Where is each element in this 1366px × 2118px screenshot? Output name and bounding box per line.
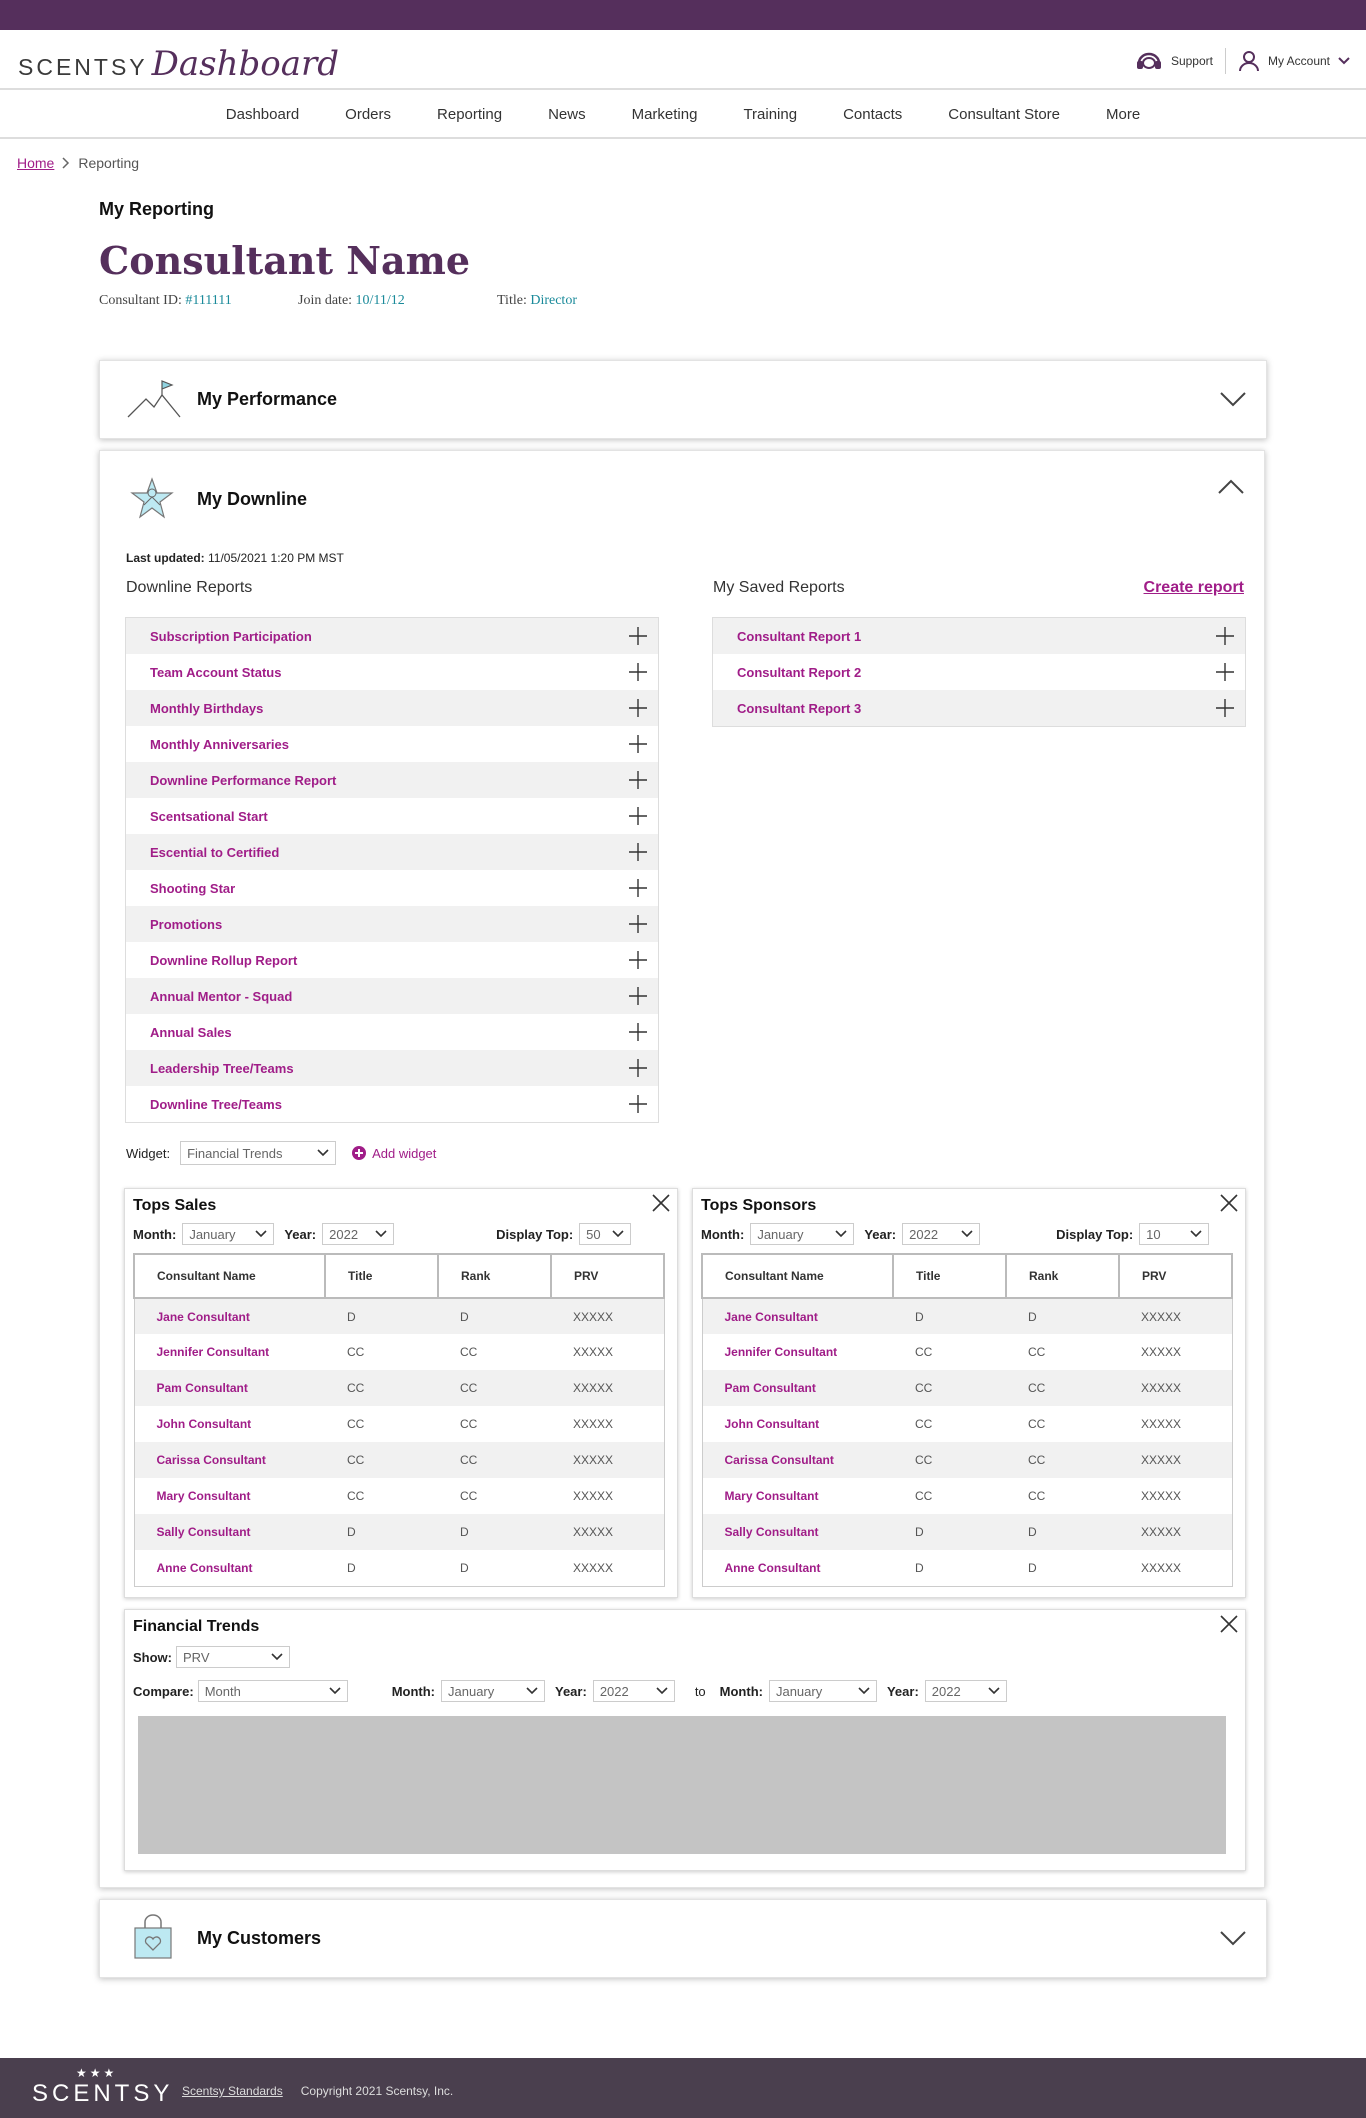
column-header[interactable]: PRV	[1119, 1254, 1232, 1298]
report-row[interactable]	[126, 906, 658, 942]
column-header[interactable]: Title	[325, 1254, 438, 1298]
my-downline-title: My Downline	[197, 489, 308, 509]
expand-button[interactable]	[1205, 618, 1245, 654]
month-to-select[interactable]: January	[769, 1680, 877, 1702]
table-cell: CC	[1027, 1345, 1046, 1359]
year-select[interactable]: 2022	[902, 1223, 980, 1245]
table-cell[interactable]: Carissa Consultant	[134, 1442, 325, 1478]
table-cell: CC	[438, 1370, 551, 1406]
report-label: Shooting Star	[150, 880, 236, 896]
report-row[interactable]	[713, 654, 1245, 690]
top-sales-title: Tops Sales	[133, 1197, 217, 1214]
report-label: Promotions	[150, 916, 223, 932]
report-row[interactable]	[713, 690, 1245, 726]
nav-contacts[interactable]: Contacts	[843, 106, 903, 123]
downline-reports-heading: Downline Reports	[126, 579, 253, 596]
nav-orders[interactable]: Orders	[345, 106, 392, 123]
chevron-down-icon	[271, 1653, 283, 1661]
top-sponsors-title: Tops Sponsors	[701, 1197, 817, 1214]
plus-icon	[629, 843, 647, 861]
downline-reports-list	[125, 617, 659, 1123]
column-header[interactable]: Consultant Name	[702, 1254, 893, 1298]
chevron-down-icon	[317, 1149, 329, 1157]
column-header[interactable]: Consultant Name	[134, 1254, 325, 1298]
chevron-down-icon	[835, 1230, 847, 1238]
expand-button[interactable]	[1205, 690, 1245, 726]
table-row	[134, 1334, 664, 1370]
plus-icon	[1216, 627, 1234, 645]
plus-icon	[629, 771, 647, 789]
headset-icon	[1135, 50, 1163, 72]
expand-button[interactable]	[618, 870, 658, 906]
chevron-down-icon	[255, 1230, 267, 1238]
table-row	[134, 1442, 664, 1478]
expand-button[interactable]	[618, 906, 658, 942]
table-cell: D	[325, 1298, 438, 1334]
chevron-down-icon	[1190, 1230, 1202, 1238]
consultant-meta: Consultant ID: #111111 Join date: 10/11/12 Title: Director	[99, 293, 577, 308]
table-cell: CC	[1006, 1370, 1119, 1406]
consultant-title: Director	[530, 293, 577, 308]
table-cell: D	[1006, 1514, 1119, 1550]
site-footer	[0, 2058, 1366, 2118]
report-label: Escential to Certified	[150, 844, 280, 860]
column-header[interactable]: Rank	[1006, 1254, 1119, 1298]
my-customers-title: My Customers	[197, 1928, 322, 1948]
scentsy-dashboard-logo[interactable]: SCENTSY Dashboard	[18, 44, 340, 84]
table-cell: XXXXX	[1119, 1298, 1232, 1334]
report-row[interactable]	[713, 618, 1245, 654]
table-cell[interactable]: Jennifer Consultant	[156, 1345, 270, 1359]
plus-icon	[629, 735, 647, 753]
chevron-down-icon	[858, 1687, 870, 1695]
site-header	[0, 30, 1366, 90]
table-row	[702, 1406, 1232, 1442]
table-cell: XXXXX	[1119, 1442, 1232, 1478]
report-label: Downline Tree/Teams	[150, 1096, 282, 1112]
table-cell: XXXXX	[551, 1370, 664, 1406]
table-row	[134, 1370, 664, 1406]
widget-controls: Widget: Financial Trends Add widget	[126, 1141, 436, 1165]
table-cell: D	[1027, 1560, 1037, 1575]
table-cell: D	[438, 1514, 551, 1550]
stars-icon: ★★★	[76, 2066, 118, 2080]
year-select[interactable]: 2022	[322, 1223, 394, 1245]
financial-chart-placeholder	[138, 1716, 1226, 1854]
chevron-down-icon	[375, 1230, 387, 1238]
table-cell: CC	[893, 1442, 1006, 1478]
table-cell: CC	[347, 1417, 365, 1431]
table-cell: D	[893, 1298, 1006, 1334]
my-downline-card	[99, 450, 1265, 1888]
report-label: Scentsational Start	[150, 808, 268, 824]
display-top-select[interactable]: 10	[1139, 1223, 1209, 1245]
report-row[interactable]	[126, 834, 658, 870]
support-label: Support	[1170, 54, 1213, 68]
table-cell: D	[893, 1514, 1006, 1550]
table-cell: CC	[347, 1489, 365, 1503]
table-row	[702, 1478, 1232, 1514]
nav-more[interactable]: More	[1106, 106, 1141, 123]
table-cell[interactable]: Sally Consultant	[702, 1514, 893, 1550]
report-label: Annual Mentor - Squad	[150, 988, 293, 1004]
financial-show-controls: Show: PRV	[133, 1646, 300, 1668]
table-cell[interactable]: Jane Consultant	[134, 1298, 325, 1334]
shopping-bag-heart-icon	[132, 1914, 174, 1960]
table-cell: XXXXX	[1140, 1417, 1181, 1431]
report-label: Subscription Participation	[150, 628, 312, 644]
chevron-down-icon	[656, 1687, 668, 1695]
plus-icon	[1216, 699, 1234, 717]
expand-button[interactable]	[618, 1086, 658, 1122]
expand-button[interactable]	[618, 978, 658, 1014]
table-row	[702, 1298, 1232, 1334]
table-cell: XXXXX	[551, 1298, 664, 1334]
table-cell[interactable]: Mary Consultant	[724, 1489, 819, 1503]
display-top-select[interactable]: 50	[579, 1223, 631, 1245]
table-cell: CC	[325, 1442, 438, 1478]
chevron-down-icon[interactable]	[1220, 1930, 1246, 1946]
table-cell: D	[438, 1298, 551, 1334]
plus-icon	[629, 699, 647, 717]
report-row[interactable]	[126, 942, 658, 978]
table-cell[interactable]: John Consultant	[724, 1417, 820, 1431]
table-cell: CC	[459, 1345, 478, 1359]
plus-circle-icon	[352, 1146, 366, 1160]
chevron-down-icon[interactable]	[1220, 391, 1246, 407]
plus-icon	[629, 915, 647, 933]
create-report-link[interactable]: Create report	[1143, 579, 1244, 596]
my-account-label: My Account	[1267, 54, 1330, 68]
user-icon	[1238, 50, 1260, 72]
report-label: Monthly Birthdays	[150, 700, 264, 716]
header-divider	[1225, 48, 1226, 74]
table-row	[702, 1370, 1232, 1406]
plus-icon	[1216, 663, 1234, 681]
chevron-down-icon	[526, 1687, 538, 1695]
month-from-select[interactable]: January	[441, 1680, 545, 1702]
table-cell[interactable]: Carissa Consultant	[702, 1442, 893, 1478]
table-cell: XXXXX	[1140, 1560, 1181, 1575]
table-cell: CC	[893, 1370, 1006, 1406]
table-row	[134, 1550, 664, 1586]
report-label: Downline Rollup Report	[150, 952, 298, 968]
expand-button[interactable]	[618, 942, 658, 978]
expand-button[interactable]	[618, 834, 658, 870]
table-cell: D	[325, 1514, 438, 1550]
financial-trends-widget	[124, 1609, 1246, 1871]
table-cell[interactable]: Mary Consultant	[156, 1489, 251, 1503]
report-row[interactable]	[126, 618, 658, 654]
report-row[interactable]	[126, 690, 658, 726]
table-cell[interactable]: Pam Consultant	[702, 1370, 893, 1406]
table-cell[interactable]: John Consultant	[156, 1417, 252, 1431]
column-header[interactable]: Rank	[438, 1254, 551, 1298]
breadcrumb-home[interactable]: Home	[17, 155, 55, 171]
report-row[interactable]	[126, 654, 658, 690]
my-performance-card[interactable]	[99, 360, 1267, 439]
join-date: 10/11/12	[355, 293, 405, 308]
mountain-flag-icon	[126, 377, 182, 421]
my-customers-card[interactable]	[99, 1899, 1267, 1978]
report-label: Team Account Status	[150, 664, 282, 680]
chevron-down-icon	[1338, 57, 1350, 65]
financial-compare-controls: Compare: Month Month: January Year: 2022 to Month: January Year: 2022	[133, 1680, 1017, 1702]
close-icon[interactable]	[651, 1193, 671, 1213]
table-cell: CC	[325, 1370, 438, 1406]
table-cell: XXXXX	[572, 1489, 613, 1503]
table-cell: XXXXX	[1119, 1370, 1232, 1406]
table-row	[134, 1298, 664, 1334]
plus-icon	[629, 1059, 647, 1077]
report-label: Consultant Report 1	[737, 628, 862, 644]
report-row[interactable]	[126, 1086, 658, 1122]
report-label: Leadership Tree/Teams	[150, 1060, 294, 1076]
last-updated: Last updated: 11/05/2021 1:20 PM MST	[126, 551, 344, 565]
plus-icon	[629, 627, 647, 645]
consultant-name: Consultant Name	[99, 238, 471, 283]
table-cell: CC	[915, 1417, 933, 1431]
column-header[interactable]: Title	[893, 1254, 1006, 1298]
table-row	[702, 1514, 1232, 1550]
table-cell: XXXXX	[572, 1417, 613, 1431]
expand-button[interactable]	[618, 690, 658, 726]
table-cell: CC	[438, 1442, 551, 1478]
report-label: Annual Sales	[150, 1024, 232, 1040]
plus-icon	[629, 1023, 647, 1041]
report-row[interactable]	[126, 1014, 658, 1050]
my-account-menu[interactable]	[1238, 50, 1350, 72]
main-nav	[0, 92, 1366, 139]
table-cell: D	[915, 1560, 924, 1575]
financial-trends-title: Financial Trends	[133, 1618, 260, 1635]
plus-icon	[629, 987, 647, 1005]
table-cell[interactable]: Jennifer Consultant	[724, 1345, 838, 1359]
table-cell: XXXXX	[572, 1560, 613, 1575]
table-cell: CC	[1006, 1442, 1119, 1478]
expand-button[interactable]	[618, 654, 658, 690]
table-row	[134, 1478, 664, 1514]
report-label: Monthly Anniversaries	[150, 736, 289, 752]
table-cell: D	[1006, 1298, 1119, 1334]
expand-button[interactable]	[618, 798, 658, 834]
compare-select[interactable]: Month	[198, 1680, 348, 1702]
month-select[interactable]: January	[750, 1223, 854, 1245]
nav-news[interactable]: News	[548, 106, 586, 123]
top-sales-widget	[124, 1188, 678, 1598]
table-row	[134, 1406, 664, 1442]
my-performance-title: My Performance	[197, 389, 338, 409]
top-sponsors-widget	[692, 1188, 1246, 1598]
table-cell[interactable]: Anne Consultant	[156, 1560, 253, 1575]
table-cell: XXXXX	[1119, 1514, 1232, 1550]
top-sponsors-table	[701, 1253, 1233, 1587]
expand-button[interactable]	[1205, 654, 1245, 690]
nav-reporting[interactable]: Reporting	[437, 106, 503, 123]
report-label: Consultant Report 2	[737, 664, 862, 680]
consultant-id: #111111	[185, 293, 232, 308]
table-cell: XXXXX	[1140, 1489, 1181, 1503]
table-row	[702, 1334, 1232, 1370]
year-from-select[interactable]: 2022	[593, 1680, 675, 1702]
table-cell[interactable]: Anne Consultant	[724, 1560, 821, 1575]
table-cell[interactable]: Pam Consultant	[134, 1370, 325, 1406]
report-row[interactable]	[126, 978, 658, 1014]
footer-logo: SCENTSY	[32, 2080, 174, 2107]
table-cell[interactable]: Sally Consultant	[134, 1514, 325, 1550]
chevron-down-icon	[961, 1230, 973, 1238]
expand-button[interactable]	[618, 762, 658, 798]
report-row[interactable]	[126, 1050, 658, 1086]
chevron-down-icon	[988, 1687, 1000, 1695]
table-cell: CC	[459, 1489, 478, 1503]
close-icon[interactable]	[1219, 1614, 1239, 1634]
saved-reports-list	[712, 617, 1246, 727]
report-label: Downline Performance Report	[150, 772, 337, 788]
top-sales-table	[133, 1253, 665, 1587]
report-row[interactable]	[126, 870, 658, 906]
table-cell: CC	[1027, 1489, 1046, 1503]
table-cell: D	[459, 1560, 469, 1575]
table-cell: D	[347, 1560, 356, 1575]
plus-icon	[629, 663, 647, 681]
add-widget-button[interactable]: Add widget	[352, 1146, 436, 1161]
table-row	[702, 1550, 1232, 1586]
chevron-up-icon[interactable]	[1218, 479, 1244, 495]
table-row	[702, 1442, 1232, 1478]
chevron-right-icon	[62, 157, 70, 169]
page-heading: My Reporting	[99, 199, 214, 219]
scentsy-standards-link[interactable]: Scentsy Standards	[182, 2084, 283, 2098]
table-row	[134, 1514, 664, 1550]
show-select[interactable]: PRV	[176, 1646, 290, 1668]
report-row[interactable]	[126, 726, 658, 762]
expand-button[interactable]	[618, 618, 658, 654]
star-person-icon	[130, 477, 174, 521]
plus-icon	[629, 879, 647, 897]
breadcrumb	[17, 155, 139, 171]
saved-reports-heading: My Saved Reports	[713, 579, 845, 596]
column-header[interactable]: PRV	[551, 1254, 664, 1298]
chevron-down-icon	[329, 1687, 341, 1695]
top-sales-controls: Month: January Year: 2022 Display Top: 50	[133, 1223, 631, 1245]
chevron-down-icon	[612, 1230, 624, 1238]
table-cell: XXXXX	[1140, 1345, 1181, 1359]
table-cell: XXXXX	[551, 1514, 664, 1550]
table-cell: CC	[347, 1345, 365, 1359]
table-cell: XXXXX	[551, 1442, 664, 1478]
support-link[interactable]	[1135, 50, 1213, 72]
expand-button[interactable]	[618, 1050, 658, 1086]
close-icon[interactable]	[1219, 1193, 1239, 1213]
nav-dashboard[interactable]: Dashboard	[225, 106, 300, 123]
widget-select[interactable]: Financial Trends	[180, 1141, 336, 1165]
plus-icon	[629, 951, 647, 969]
expand-button[interactable]	[618, 1014, 658, 1050]
nav-marketing[interactable]: Marketing	[631, 106, 698, 123]
top-band	[0, 0, 1366, 30]
top-sponsors-controls: Month: January Year: 2022 Display Top: 10	[701, 1223, 1209, 1245]
nav-consultant-store[interactable]: Consultant Store	[948, 106, 1061, 123]
report-row[interactable]	[126, 798, 658, 834]
table-cell: XXXXX	[572, 1345, 613, 1359]
month-select[interactable]: January	[182, 1223, 274, 1245]
nav-training[interactable]: Training	[743, 106, 798, 123]
year-to-select[interactable]: 2022	[925, 1680, 1007, 1702]
plus-icon	[629, 1095, 647, 1113]
table-cell[interactable]: Jane Consultant	[702, 1298, 893, 1334]
table-cell: CC	[915, 1345, 933, 1359]
table-cell: CC	[915, 1489, 933, 1503]
table-cell: CC	[459, 1417, 478, 1431]
plus-icon	[629, 807, 647, 825]
report-row[interactable]	[126, 762, 658, 798]
table-cell: CC	[1027, 1417, 1046, 1431]
expand-button[interactable]	[618, 726, 658, 762]
breadcrumb-current: Reporting	[78, 155, 140, 171]
copyright: Copyright 2021 Scentsy, Inc.	[300, 2084, 454, 2098]
report-label: Consultant Report 3	[737, 700, 862, 716]
